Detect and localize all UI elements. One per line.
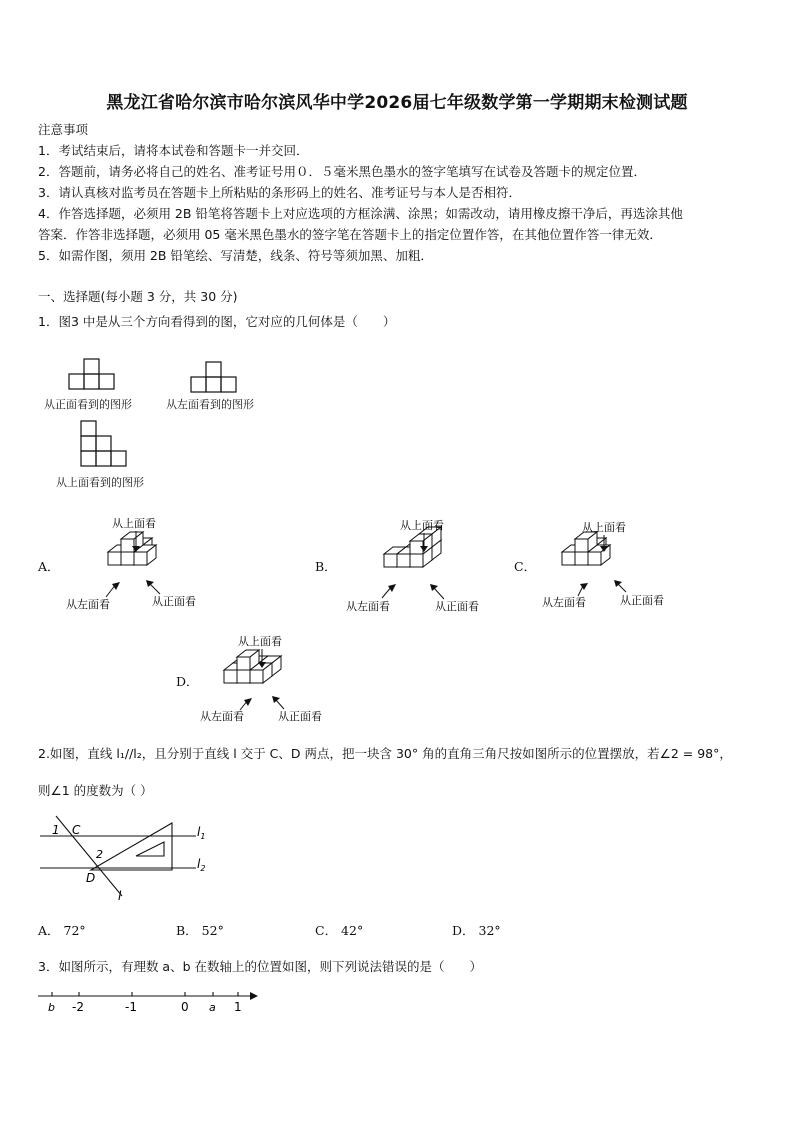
option-c-solid: [536, 516, 706, 620]
dir-top-label: 从上面看: [400, 519, 444, 532]
cube-face: [562, 552, 575, 565]
notice-item: 5．如需作图，须用 2B 铅笔绘、写清楚，线条、符号等须加黑、加粗．: [38, 248, 433, 263]
dir-front-label: 从正面看: [152, 595, 196, 608]
question-1-stem: 1．图3 中是从三个方向看得到的图，它对应的几何体是（ ）: [38, 314, 396, 329]
cube-face: [108, 552, 121, 565]
dir-front-label: 从正面看: [435, 600, 479, 613]
cube-face: [384, 554, 397, 567]
line-l-label: l: [118, 889, 122, 903]
notice-item: 3．请认真核对监考员在答题卡上所粘贴的条形码上的姓名、准考证号与本人是否相符．: [38, 185, 521, 200]
cube-face: [410, 554, 423, 567]
option-a-solid: [60, 512, 230, 616]
dir-top-label: 从上面看: [238, 635, 282, 648]
angle-1-label: 1: [52, 823, 60, 837]
axis-b-label: b: [48, 1001, 55, 1014]
cube-group: [224, 650, 281, 683]
question-2-stem-line1: 2.如图，直线 l₁//l₂，且分别于直线 l 交于 C、D 两点，把一块含 30° 角的直角三角尺按如图所示的位置摆放，若∠2 = 98°，: [38, 746, 732, 761]
option-c-letter: C．: [514, 559, 537, 574]
section-heading: 一、选择题(每小题 3 分，共 30 分): [38, 289, 238, 304]
page-title: 黑龙江省哈尔滨市哈尔滨风华中学2026届七年级数学第一学期期末检测试题: [106, 93, 688, 113]
cube-group: [384, 527, 441, 567]
notice-item: 2．答题前，请务必将自己的姓名、准考证号用０．５毫米黑色墨水的签字笔填写在试卷及答题卡的规定位置．: [38, 164, 646, 179]
question-2-option-a: A． 72°: [38, 923, 86, 938]
option-d-letter: D．: [176, 674, 199, 689]
question-2-option-b: B． 52°: [176, 923, 224, 938]
cube-face: [121, 552, 134, 565]
axis-minus2-label: -2: [72, 1000, 84, 1014]
question-3-stem: 3．如图所示，有理数 a、b 在数轴上的位置如图，则下列说法错误的是（ ）: [38, 959, 482, 974]
point-c-label: C: [72, 823, 81, 837]
cube-face: [575, 552, 588, 565]
notice-item: 4．作答选择题，必须用 2B 铅笔将答题卡上对应选项的方框涂满、涂黑；如需改动，请用橡皮擦干净后，再选涂其他: [38, 206, 683, 221]
left-view-figure: [190, 360, 240, 392]
question-2-option-d: D． 32°: [452, 923, 501, 938]
front-view-figure: [68, 356, 118, 392]
cube-face: [237, 670, 250, 683]
cube-face: [224, 670, 237, 683]
option-b-solid: [340, 514, 510, 618]
question-2-figure: [38, 812, 218, 907]
option-b-letter: B．: [315, 559, 337, 574]
dir-left-label: 从左面看: [200, 710, 244, 723]
cube-group: [108, 532, 156, 565]
dir-front-label: 从正面看: [278, 710, 322, 723]
angle-2-label: 2: [96, 848, 103, 861]
line-l2-label: $l_2$: [197, 857, 206, 873]
top-view-label: 从上面看到的图形: [56, 476, 144, 489]
cube-face: [575, 539, 588, 552]
option-d-solid: [196, 630, 366, 734]
front-view-label: 从正面看到的图形: [44, 398, 132, 411]
number-line-figure: [38, 986, 260, 1016]
cube-face: [134, 552, 147, 565]
point-d-label: D: [86, 871, 96, 885]
cube-face: [121, 539, 134, 552]
cube-face: [397, 554, 410, 567]
axis-a-label: a: [209, 1001, 216, 1014]
option-a-letter: A．: [38, 559, 60, 574]
line-l1-label: $l_1$: [197, 825, 206, 841]
notice-item: 1．考试结束后，请将本试卷和答题卡一并交回．: [38, 143, 309, 158]
dir-top-label: 从上面看: [582, 521, 626, 534]
notice-heading: 注意事项: [38, 122, 89, 137]
dir-left-label: 从左面看: [66, 598, 110, 611]
cube-face: [588, 552, 601, 565]
cube-face: [237, 657, 250, 670]
question-2-option-c: C． 42°: [315, 923, 364, 938]
dir-front-label: 从正面看: [620, 594, 664, 607]
left-view-label: 从左面看到的图形: [166, 398, 254, 411]
notice-item: 答案．作答非选择题，必须用 05 毫米黑色墨水的签字笔在答题卡上的指定位置作答，在其他位置作答一律无效．: [38, 227, 662, 242]
dir-top-label: 从上面看: [112, 517, 156, 530]
axis-minus1-label: -1: [125, 1000, 137, 1014]
question-2-stem-line2: 则∠1 的度数为（ ）: [38, 783, 153, 798]
axis-one-label: 1: [234, 1000, 242, 1014]
axis-zero-label: 0: [181, 1000, 189, 1014]
dir-left-label: 从左面看: [346, 600, 390, 613]
dir-left-label: 从左面看: [542, 596, 586, 609]
cube-face: [250, 670, 263, 683]
top-view-figure: [80, 420, 130, 470]
